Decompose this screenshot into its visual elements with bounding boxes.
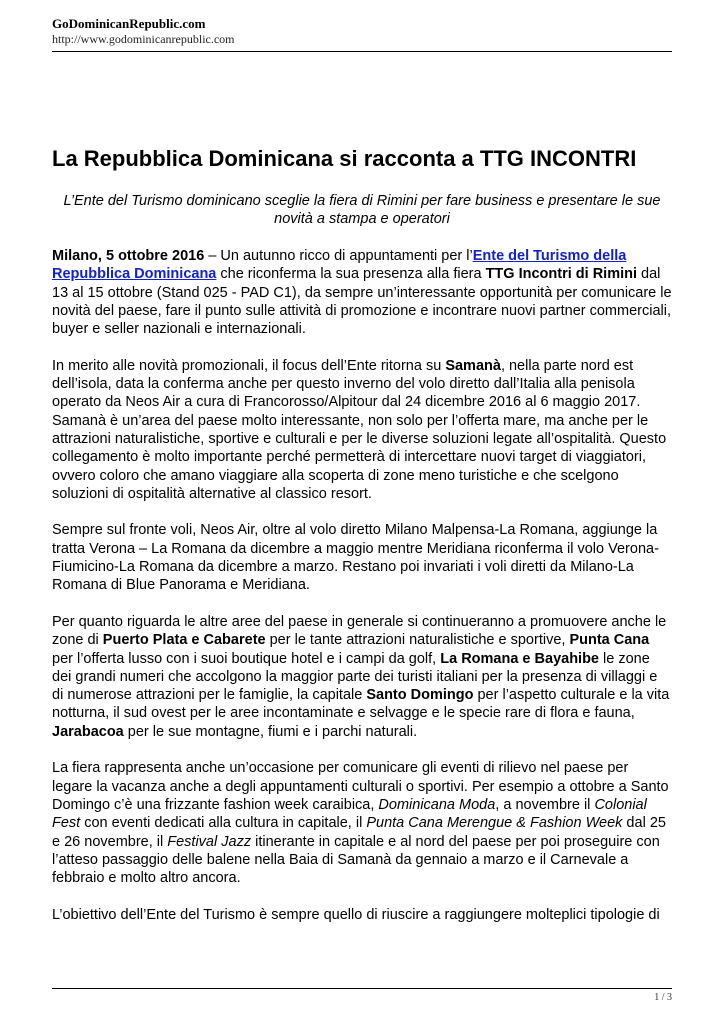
- highlight-samana: Samanà: [445, 357, 501, 374]
- paragraph-text: con eventi dedicati alla cultura in capitale, il: [80, 815, 367, 832]
- event-dominicana-moda: Dominicana Moda: [378, 796, 496, 813]
- event-punta-cana-merengue: Punta Cana Merengue & Fashion Week: [366, 815, 623, 832]
- highlight-puerto-plata: Puerto Plata e Cabarete: [102, 632, 266, 649]
- event-colonial-fest: Colonial Fest: [52, 796, 647, 832]
- paragraph-events: [52, 759, 672, 887]
- paragraph-text: , nella parte nord est dell’isola, data la conferma anche per questo inverno del volo diretto dall’Italia alla penisola operato da Neos Air a cura di Francorosso/Alpitour dal 24 dicembre 2016 al 6 maggio 2017. Samanà è un’area del paese molto interessante, non solo per l’offerta mare, ma anche per le attrazioni naturalistiche, sportive e culturali e per le diverse soluzioni legate all’ospitalità. Questo collegamento è molto importante perché permetterà di intercettare nuovi target di viaggiatori, ovvero coloro che amano viaggiare alla scoperta di zone meno turistiche e che scelgono soluzioni di ospitalità alternative al classico resort.: [52, 357, 667, 502]
- event-festival-jazz: Festival Jazz: [167, 833, 252, 850]
- paragraph-text: Per quanto riguarda le altre aree del paese in generale si continueranno a promuovere anche le zone di: [52, 613, 667, 649]
- site-url: http://www.godominicanrepublic.com: [52, 32, 235, 46]
- paragraph-text: per le tante attrazioni naturalistiche e sportive,: [265, 632, 570, 649]
- paragraph-flights: Sempre sul fronte voli, Neos Air, oltre al volo diretto Milano Malpensa-La Romana, aggiunge la tratta Verona – La Romana da dicembre a maggio mentre Meridiana riconferma il volo Verona-Fiumicino-La Romana da dicembre a marzo. Restano poi invariati i voli diretti da Milano-La Romana di Blue Panorama e Meridiana.: [52, 522, 659, 594]
- article-title: La Repubblica Dominicana si racconta a TTG INCONTRI: [52, 146, 637, 171]
- article-body: [52, 247, 672, 942]
- header-divider: [52, 51, 672, 52]
- footer-divider: [52, 988, 672, 989]
- paragraph-text: che riconferma la sua presenza alla fiera: [216, 266, 486, 283]
- site-name: GoDominicanRepublic.com: [52, 16, 206, 31]
- paragraph-objective: L’obiettivo dell’Ente del Turismo è sempre quello di riuscire a raggiungere molteplici tipologie di: [52, 906, 660, 923]
- article-subtitle: L’Ente del Turismo dominicano sceglie la fiera di Rimini per fare business e presentare le sue novità a stampa e operatori: [63, 193, 661, 228]
- paragraph-text: – Un autunno ricco di appuntamenti per l’: [204, 248, 473, 264]
- paragraph-text: In merito alle novità promozionali, il focus dell’Ente ritorna su: [52, 357, 446, 374]
- event-name: TTG Incontri di Rimini: [485, 266, 638, 283]
- paragraph-text: per l’aspetto culturale e la vita notturna, il sud ovest per le aree incontaminate e selvagge e le specie rare di flora e fauna,: [52, 687, 670, 722]
- highlight-santo-domingo: Santo Domingo: [366, 687, 474, 704]
- dateline: Milano, 5 ottobre 2016: [52, 248, 205, 264]
- paragraph-text: La fiera rappresenta anche un’occasione per comunicare gli eventi di rilievo nel paese per legare la vacanza anche a degli appuntamenti culturali o sportivi. Per esempio a ottobre a Santo Domingo c’è una frizzante fashion week caraibica,: [52, 760, 669, 813]
- page-number: 1 / 3: [654, 992, 672, 1003]
- paragraph-areas: [52, 613, 672, 741]
- highlight-jarabacoa: Jarabacoa: [52, 723, 124, 740]
- paragraph-text: per l’offerta lusso con i suoi boutique hotel e i campi da golf,: [52, 650, 441, 667]
- paragraph-intro: [52, 247, 672, 338]
- paragraph-text: dal 25 e 26 novembre, il: [52, 815, 666, 850]
- paragraph-text: le zone dei grandi numeri che accolgono la maggior parte dei turisti italiani per la presenza di villaggi e di numerose attrazioni per le famiglie, la capitale: [52, 650, 658, 704]
- tourism-board-link[interactable]: Ente del Turismo della Repubblica Dominicana: [52, 248, 627, 283]
- paragraph-samana: [52, 357, 672, 503]
- paragraph-text: , a novembre il: [495, 796, 595, 813]
- paragraph-text: itinerante in capitale e al nord del paese per poi proseguire con l’atteso passaggio delle balene nella Baia di Samanà da gennaio a marzo e il Carnevale a febbraio e molto altro ancora.: [52, 833, 660, 887]
- site-header: [52, 16, 672, 46]
- paragraph-text: dal 13 al 15 ottobre (Stand 025 - PAD C1), da sempre un’interessante opportunità per comunicare le novità del paese, fare il punto sulle attività di promozione e incontrare nuovi partner commerciali, buyer e seller nazionali e internazionali.: [52, 266, 672, 338]
- highlight-la-romana: La Romana e Bayahibe: [440, 650, 599, 667]
- paragraph-text: per le sue montagne, fiumi e i parchi naturali.: [123, 723, 418, 740]
- highlight-punta-cana: Punta Cana: [569, 632, 650, 649]
